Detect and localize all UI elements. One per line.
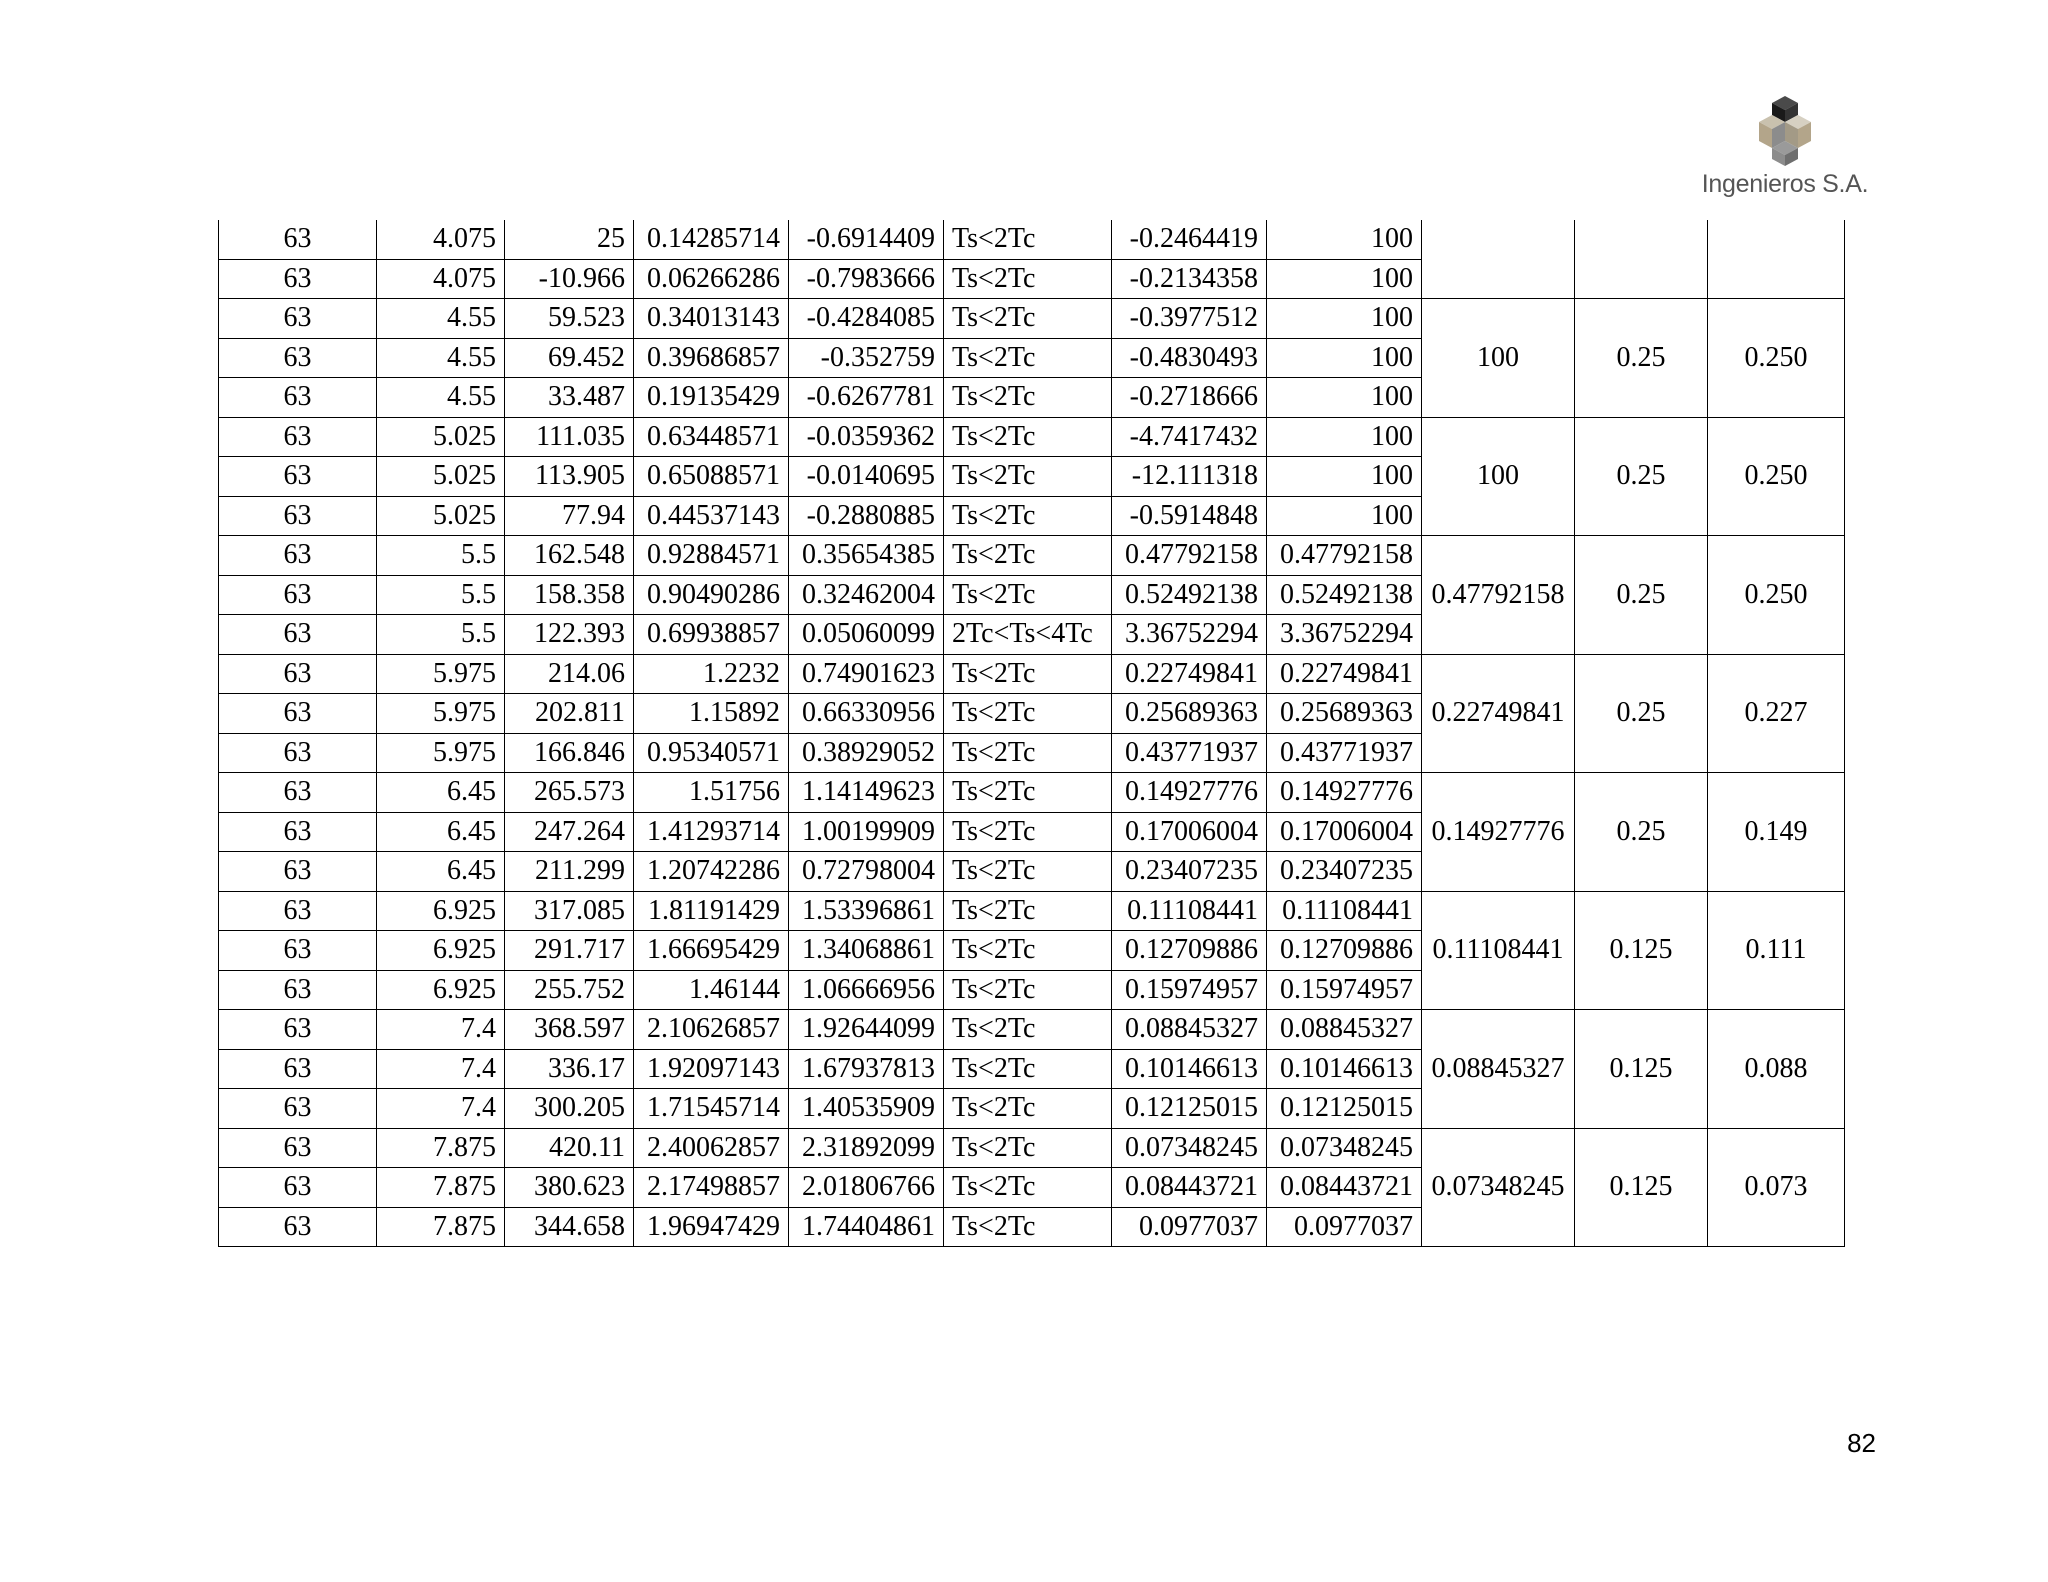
table-cell: 0.08443721 (1112, 1168, 1267, 1208)
table-cell: 1.96947429 (634, 1207, 789, 1247)
table-cell: 344.658 (505, 1207, 634, 1247)
table-row (219, 299, 1845, 339)
group-summary-cell: 0.25 (1575, 417, 1708, 536)
table-cell: 0.0977037 (1112, 1207, 1267, 1247)
table-cell: 59.523 (505, 299, 634, 339)
table-cell: 0.22749841 (1112, 654, 1267, 694)
table-cell: 63 (219, 1089, 377, 1129)
table-cell: 0.07348245 (1267, 1128, 1422, 1168)
table-cell: Ts<2Tc (944, 1128, 1112, 1168)
table-cell: 100 (1267, 259, 1422, 299)
group-summary-cell: 0.22749841 (1422, 654, 1575, 773)
table-cell: 4.075 (377, 259, 505, 299)
table-cell: 0.12125015 (1112, 1089, 1267, 1129)
table-cell: Ts<2Tc (944, 852, 1112, 892)
table-cell: 1.53396861 (789, 891, 944, 931)
table-cell: 380.623 (505, 1168, 634, 1208)
table-cell: 7.875 (377, 1128, 505, 1168)
table-cell: -0.2718666 (1112, 378, 1267, 418)
table-cell: 0.47792158 (1267, 536, 1422, 576)
table-cell: 1.51756 (634, 773, 789, 813)
group-summary-cell: 0.07348245 (1422, 1128, 1575, 1247)
table-cell: 0.07348245 (1112, 1128, 1267, 1168)
table-cell: 1.66695429 (634, 931, 789, 971)
table-cell: 211.299 (505, 852, 634, 892)
company-name: Ingenieros S.A. (1701, 170, 1869, 198)
table-cell: 0.12709886 (1112, 931, 1267, 971)
table-cell: Ts<2Tc (944, 496, 1112, 536)
table-cell: 1.2232 (634, 654, 789, 694)
table-cell: 63 (219, 378, 377, 418)
table-cell: Ts<2Tc (944, 733, 1112, 773)
table-cell: -12.111318 (1112, 457, 1267, 497)
table-cell: 2.01806766 (789, 1168, 944, 1208)
table-cell: 2Tc<Ts<4Tc (944, 615, 1112, 655)
table-cell: Ts<2Tc (944, 1207, 1112, 1247)
table-cell: 162.548 (505, 536, 634, 576)
table-cell: 255.752 (505, 970, 634, 1010)
group-summary-cell: 0.227 (1708, 654, 1845, 773)
table-cell: 63 (219, 852, 377, 892)
table-cell: 2.17498857 (634, 1168, 789, 1208)
table-cell: Ts<2Tc (944, 220, 1112, 259)
table-cell: Ts<2Tc (944, 1168, 1112, 1208)
table-cell: 0.65088571 (634, 457, 789, 497)
group-summary-cell: 0.11108441 (1422, 891, 1575, 1010)
table-cell: 1.06666956 (789, 970, 944, 1010)
table-cell: 63 (219, 654, 377, 694)
table-row (219, 654, 1845, 694)
group-summary-cell: 0.25 (1575, 654, 1708, 773)
table-cell: 4.55 (377, 299, 505, 339)
table-cell: 6.45 (377, 773, 505, 813)
table-cell: 5.025 (377, 496, 505, 536)
table-cell: Ts<2Tc (944, 1049, 1112, 1089)
table-cell: 1.40535909 (789, 1089, 944, 1129)
table-cell: -10.966 (505, 259, 634, 299)
table-cell: 63 (219, 615, 377, 655)
table-cell: 33.487 (505, 378, 634, 418)
table-cell: -0.4830493 (1112, 338, 1267, 378)
stacked-cubes-logo-icon (1752, 92, 1818, 168)
table-cell: 291.717 (505, 931, 634, 971)
table-cell: 5.975 (377, 733, 505, 773)
table-cell: Ts<2Tc (944, 654, 1112, 694)
table-cell: 0.43771937 (1267, 733, 1422, 773)
table-cell: 0.12125015 (1267, 1089, 1422, 1129)
table-cell: Ts<2Tc (944, 694, 1112, 734)
table-row (219, 536, 1845, 576)
table-cell: Ts<2Tc (944, 536, 1112, 576)
table-cell: Ts<2Tc (944, 970, 1112, 1010)
table-cell: 6.925 (377, 931, 505, 971)
table-cell: 0.38929052 (789, 733, 944, 773)
table-cell: 7.4 (377, 1049, 505, 1089)
table-cell: 5.975 (377, 694, 505, 734)
table-cell: 0.34013143 (634, 299, 789, 339)
group-summary-cell (1422, 220, 1575, 299)
table-cell: Ts<2Tc (944, 812, 1112, 852)
table-cell: 5.5 (377, 575, 505, 615)
table-cell: -0.4284085 (789, 299, 944, 339)
table-cell: Ts<2Tc (944, 773, 1112, 813)
table-cell: 63 (219, 773, 377, 813)
table-cell: 5.5 (377, 615, 505, 655)
group-summary-cell: 100 (1422, 417, 1575, 536)
group-summary-cell: 0.250 (1708, 299, 1845, 418)
group-summary-cell: 0.250 (1708, 417, 1845, 536)
table-cell: 0.47792158 (1112, 536, 1267, 576)
table-cell: 63 (219, 575, 377, 615)
table-cell: 0.11108441 (1267, 891, 1422, 931)
table-cell: 7.4 (377, 1089, 505, 1129)
table-cell: 7.4 (377, 1010, 505, 1050)
table-cell: 63 (219, 457, 377, 497)
table-cell: 0.05060099 (789, 615, 944, 655)
table-cell: 300.205 (505, 1089, 634, 1129)
table-cell: 113.905 (505, 457, 634, 497)
table-cell: 0.19135429 (634, 378, 789, 418)
group-summary-cell: 0.149 (1708, 773, 1845, 892)
table-cell: 63 (219, 812, 377, 852)
table-cell: Ts<2Tc (944, 299, 1112, 339)
table-cell: 63 (219, 338, 377, 378)
table-cell: 3.36752294 (1112, 615, 1267, 655)
table-cell: 1.34068861 (789, 931, 944, 971)
table-cell: 0.14927776 (1267, 773, 1422, 813)
table-cell: 1.46144 (634, 970, 789, 1010)
table-cell: 63 (219, 1010, 377, 1050)
table-cell: 214.06 (505, 654, 634, 694)
table-cell: 63 (219, 417, 377, 457)
table-cell: Ts<2Tc (944, 417, 1112, 457)
table-cell: -0.6267781 (789, 378, 944, 418)
table-row (219, 220, 1845, 259)
group-summary-cell: 0.08845327 (1422, 1010, 1575, 1129)
table-cell: 4.075 (377, 220, 505, 259)
table-cell: 63 (219, 1207, 377, 1247)
table-cell: 6.925 (377, 970, 505, 1010)
table-cell: 6.925 (377, 891, 505, 931)
group-summary-cell: 0.25 (1575, 536, 1708, 655)
table-row (219, 1128, 1845, 1168)
table-cell: 63 (219, 299, 377, 339)
table-cell: 1.00199909 (789, 812, 944, 852)
table-cell: 0.92884571 (634, 536, 789, 576)
table-cell: -0.2880885 (789, 496, 944, 536)
table-cell: 25 (505, 220, 634, 259)
table-cell: 247.264 (505, 812, 634, 852)
table-cell: -0.0140695 (789, 457, 944, 497)
data-table (218, 220, 1845, 1247)
table-cell: Ts<2Tc (944, 457, 1112, 497)
table-cell: 0.14927776 (1112, 773, 1267, 813)
table-cell: 0.44537143 (634, 496, 789, 536)
table-cell: 1.14149623 (789, 773, 944, 813)
table-cell: 0.90490286 (634, 575, 789, 615)
table-cell: 100 (1267, 338, 1422, 378)
table-cell: 0.25689363 (1112, 694, 1267, 734)
table-cell: 2.31892099 (789, 1128, 944, 1168)
table-cell: 69.452 (505, 338, 634, 378)
table-cell: Ts<2Tc (944, 575, 1112, 615)
table-cell: 1.92644099 (789, 1010, 944, 1050)
table-row (219, 891, 1845, 931)
table-cell: 5.025 (377, 457, 505, 497)
table-cell: 2.40062857 (634, 1128, 789, 1168)
table-cell: 1.41293714 (634, 812, 789, 852)
group-summary-cell: 0.073 (1708, 1128, 1845, 1247)
group-summary-cell (1708, 220, 1845, 299)
table-cell: 1.71545714 (634, 1089, 789, 1129)
table-cell: 0.35654385 (789, 536, 944, 576)
table-cell: 368.597 (505, 1010, 634, 1050)
company-logo (1700, 92, 1870, 202)
table-cell: 1.92097143 (634, 1049, 789, 1089)
table-cell: 4.55 (377, 378, 505, 418)
table-cell: 63 (219, 259, 377, 299)
table-cell: 63 (219, 931, 377, 971)
table-cell: -4.7417432 (1112, 417, 1267, 457)
table-cell: 158.358 (505, 575, 634, 615)
table-cell: 0.08443721 (1267, 1168, 1422, 1208)
table-cell: 0.22749841 (1267, 654, 1422, 694)
table-cell: 1.67937813 (789, 1049, 944, 1089)
table-cell: 336.17 (505, 1049, 634, 1089)
table-cell: -0.352759 (789, 338, 944, 378)
table-cell: 63 (219, 1168, 377, 1208)
table-cell: 5.5 (377, 536, 505, 576)
table-cell: 1.15892 (634, 694, 789, 734)
table-cell: -0.7983666 (789, 259, 944, 299)
table-cell: 2.10626857 (634, 1010, 789, 1050)
table-cell: 5.025 (377, 417, 505, 457)
group-summary-cell: 100 (1422, 299, 1575, 418)
table-cell: 0.11108441 (1112, 891, 1267, 931)
table-cell: 0.72798004 (789, 852, 944, 892)
table-cell: Ts<2Tc (944, 378, 1112, 418)
table-cell: 0.15974957 (1112, 970, 1267, 1010)
table-cell: 0.14285714 (634, 220, 789, 259)
table-cell: 0.23407235 (1112, 852, 1267, 892)
table-cell: 0.52492138 (1112, 575, 1267, 615)
table-cell: 0.15974957 (1267, 970, 1422, 1010)
group-summary-cell: 0.125 (1575, 1010, 1708, 1129)
table-cell: -0.0359362 (789, 417, 944, 457)
table-cell: Ts<2Tc (944, 891, 1112, 931)
table-cell: 0.25689363 (1267, 694, 1422, 734)
table-cell: 0.63448571 (634, 417, 789, 457)
table-cell: 6.45 (377, 852, 505, 892)
table-row (219, 773, 1845, 813)
group-summary-cell: 0.14927776 (1422, 773, 1575, 892)
table-cell: 100 (1267, 417, 1422, 457)
table-cell: Ts<2Tc (944, 1089, 1112, 1129)
table-cell: -0.2464419 (1112, 220, 1267, 259)
table-cell: -0.2134358 (1112, 259, 1267, 299)
table-cell: 0.74901623 (789, 654, 944, 694)
table-cell: 111.035 (505, 417, 634, 457)
table-cell: 63 (219, 1049, 377, 1089)
table-cell: Ts<2Tc (944, 259, 1112, 299)
table-cell: 0.08845327 (1112, 1010, 1267, 1050)
table-cell: 0.95340571 (634, 733, 789, 773)
table-cell: 100 (1267, 457, 1422, 497)
table-cell: 0.17006004 (1112, 812, 1267, 852)
table-cell: Ts<2Tc (944, 338, 1112, 378)
table-cell: 0.32462004 (789, 575, 944, 615)
table-cell: 100 (1267, 299, 1422, 339)
table-cell: 0.10146613 (1112, 1049, 1267, 1089)
table-cell: 77.94 (505, 496, 634, 536)
table-row (219, 417, 1845, 457)
table-cell: 0.43771937 (1112, 733, 1267, 773)
table-cell: 63 (219, 694, 377, 734)
table-cell: Ts<2Tc (944, 931, 1112, 971)
table-cell: 420.11 (505, 1128, 634, 1168)
table-cell: 100 (1267, 378, 1422, 418)
group-summary-cell (1575, 220, 1708, 299)
table-cell: 0.12709886 (1267, 931, 1422, 971)
table-cell: 122.393 (505, 615, 634, 655)
group-summary-cell: 0.250 (1708, 536, 1845, 655)
table-cell: 0.0977037 (1267, 1207, 1422, 1247)
table-cell: 1.81191429 (634, 891, 789, 931)
table-cell: 0.66330956 (789, 694, 944, 734)
table-cell: 6.45 (377, 812, 505, 852)
table-cell: 0.52492138 (1267, 575, 1422, 615)
table-cell: 0.06266286 (634, 259, 789, 299)
group-summary-cell: 0.25 (1575, 773, 1708, 892)
table-cell: 63 (219, 1128, 377, 1168)
table-row (219, 1010, 1845, 1050)
table-cell: 265.573 (505, 773, 634, 813)
table-cell: 0.08845327 (1267, 1010, 1422, 1050)
table-cell: -0.5914848 (1112, 496, 1267, 536)
table-cell: 100 (1267, 496, 1422, 536)
table-cell: 63 (219, 733, 377, 773)
table-cell: 0.23407235 (1267, 852, 1422, 892)
group-summary-cell: 0.25 (1575, 299, 1708, 418)
table-cell: 0.17006004 (1267, 812, 1422, 852)
table-cell: 5.975 (377, 654, 505, 694)
table-cell: 317.085 (505, 891, 634, 931)
group-summary-cell: 0.125 (1575, 1128, 1708, 1247)
table-cell: -0.3977512 (1112, 299, 1267, 339)
table-cell: 63 (219, 496, 377, 536)
table-cell: 4.55 (377, 338, 505, 378)
table-cell: 63 (219, 536, 377, 576)
group-summary-cell: 0.47792158 (1422, 536, 1575, 655)
group-summary-cell: 0.088 (1708, 1010, 1845, 1129)
table-cell: 100 (1267, 220, 1422, 259)
table-cell: 63 (219, 220, 377, 259)
group-summary-cell: 0.111 (1708, 891, 1845, 1010)
table-cell: 63 (219, 891, 377, 931)
table-cell: 63 (219, 970, 377, 1010)
table-cell: 1.20742286 (634, 852, 789, 892)
table-cell: 1.74404861 (789, 1207, 944, 1247)
table-cell: 3.36752294 (1267, 615, 1422, 655)
table-cell: 202.811 (505, 694, 634, 734)
table-cell: 7.875 (377, 1207, 505, 1247)
table-body (219, 220, 1845, 1247)
table-cell: 0.69938857 (634, 615, 789, 655)
table-cell: 7.875 (377, 1168, 505, 1208)
table-cell: Ts<2Tc (944, 1010, 1112, 1050)
page-number: 82 (1847, 1428, 1876, 1458)
table-cell: 0.10146613 (1267, 1049, 1422, 1089)
table-cell: -0.6914409 (789, 220, 944, 259)
table-cell: 166.846 (505, 733, 634, 773)
group-summary-cell: 0.125 (1575, 891, 1708, 1010)
table-cell: 0.39686857 (634, 338, 789, 378)
